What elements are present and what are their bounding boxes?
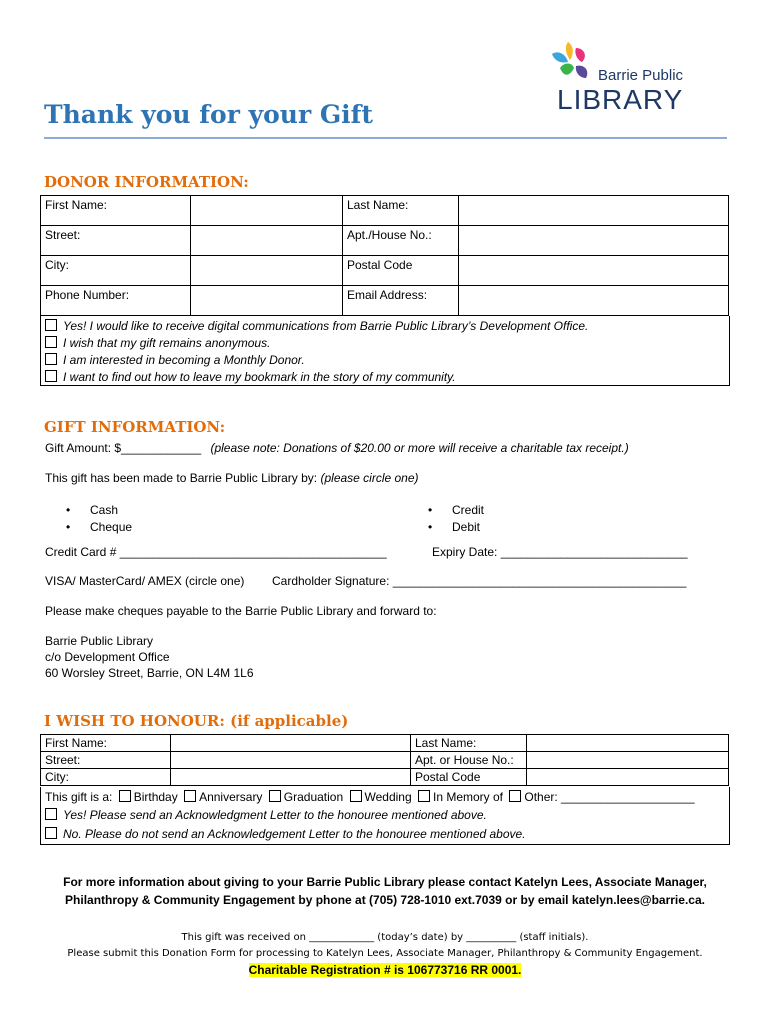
honour-postal-code-field[interactable] [527,769,729,786]
table-row [41,752,729,769]
table-row [41,226,729,256]
address-line-3: 60 Worsley Street, Barrie, ON L4M 1L6 [45,666,254,680]
contact-line-1: For more information about giving to your Barrie Public Library please contact Katelyn Lees, Associate Manager, [63,875,707,889]
checkbox[interactable] [350,790,362,802]
honour-city-field[interactable] [171,769,411,786]
honour-city-label: City: [41,769,171,786]
ack-no-option[interactable]: No. Please do not send an Acknowledgement Letter to the honouree mentioned above. [45,827,526,841]
charitable-registration: Charitable Registration # is 106773716 RR 0001. [248,963,522,977]
title-divider [44,137,727,139]
checkbox[interactable] [184,790,196,802]
apt-field[interactable] [459,226,729,256]
postal-code-label: Postal Code [343,256,459,286]
checkbox[interactable] [45,827,57,839]
gift-amount-note: (please note: Donations of $20.00 or more will receive a charitable tax receipt.) [210,441,629,455]
option-digital-communications[interactable]: Yes! I would like to receive digital communications from Barrie Public Library’s Development Office. [45,319,588,333]
contact-line-2: Philanthropy & Community Engagement by phone at (705) 728-1010 ext.7039 or by email katelyn.lees@barrie.ca. [65,893,705,907]
table-row [41,286,729,316]
table-row [41,735,729,752]
gift-heading: GIFT INFORMATION: [44,418,226,436]
method-credit[interactable]: • Credit [428,503,485,517]
first-name-label: First Name: [41,196,191,226]
honour-last-name-field[interactable] [527,735,729,752]
ack-yes-option[interactable]: Yes! Please send an Acknowledgment Letter to the honouree mentioned above. [45,808,487,822]
option-anonymous[interactable]: I wish that my gift remains anonymous. [45,336,270,350]
last-name-field[interactable] [459,196,729,226]
honour-table [40,734,729,786]
honour-last-name-label: Last Name: [411,735,527,752]
logo-icon [546,38,596,88]
gift-amount-label[interactable]: Gift Amount: $____________ [45,441,202,455]
logo-line2: LIBRARY [557,84,684,115]
checkbox[interactable] [45,336,57,348]
city-label: City: [41,256,191,286]
credit-card-field[interactable]: Credit Card # ________________________________________ [45,545,387,559]
method-cheque[interactable]: • Cheque [66,520,133,534]
library-logo [546,38,706,118]
checkbox[interactable] [509,790,521,802]
checkbox[interactable] [45,353,57,365]
cheques-note: Please make cheques payable to the Barrie Public Library and forward to: [45,604,437,618]
donor-table [40,195,729,316]
honour-first-name-label: First Name: [41,735,171,752]
honour-apt-field[interactable] [527,752,729,769]
occasion-anniversary[interactable]: Anniversary [199,790,263,804]
made-by-line: This gift has been made to Barrie Public Library by: (please circle one) [45,471,419,485]
occasion-wedding[interactable]: Wedding [364,790,412,804]
option-bookmark[interactable]: I want to find out how to leave my bookmark in the story of my community. [45,370,456,384]
honour-street-label: Street: [41,752,171,769]
table-row [41,769,729,786]
phone-field[interactable] [191,286,343,316]
donor-heading: DONOR INFORMATION: [44,173,249,191]
honour-heading: I WISH TO HONOUR: (if applicable) [44,712,349,730]
cardholder-signature-field[interactable]: Cardholder Signature: ____________________________________________ [272,574,687,588]
method-cash[interactable]: • Cash [66,503,119,517]
city-field[interactable] [191,256,343,286]
address-line-1: Barrie Public Library [45,634,154,648]
honour-first-name-field[interactable] [171,735,411,752]
email-field[interactable] [459,286,729,316]
apt-label: Apt./House No.: [343,226,459,256]
table-row [41,256,729,286]
method-debit[interactable]: • Debit [428,520,481,534]
street-label: Street: [41,226,191,256]
option-monthly-donor[interactable]: I am interested in becoming a Monthly Donor. [45,353,305,367]
honour-apt-label: Apt. or House No.: [411,752,527,769]
address-line-2: c/o Development Office [45,650,170,664]
checkbox[interactable] [45,319,57,331]
checkbox[interactable] [119,790,131,802]
phone-label: Phone Number: [41,286,191,316]
last-name-label: Last Name: [343,196,459,226]
checkbox[interactable] [45,808,57,820]
street-field[interactable] [191,226,343,256]
card-types: VISA/ MasterCard/ AMEX (circle one) [45,574,245,588]
occasion-in-memory[interactable]: In Memory of [433,790,504,804]
registration-line [0,963,770,977]
honour-street-field[interactable] [171,752,411,769]
submit-line: Please submit this Donation Form for processing to Katelyn Lees, Associate Manager, Philanthropy & Community Engagement. [67,948,703,959]
checkbox[interactable] [418,790,430,802]
checkbox[interactable] [269,790,281,802]
occasion-other[interactable]: Other: ____________________ [524,790,695,804]
expiry-field[interactable]: Expiry Date: ____________________________ [432,545,688,559]
honour-postal-code-label: Postal Code [411,769,527,786]
occasion-graduation[interactable]: Graduation [283,790,344,804]
occasion-birthday[interactable]: Birthday [133,790,178,804]
checkbox[interactable] [45,370,57,382]
logo-line1: Barrie Public [598,67,684,84]
gift-amount-line [45,441,629,455]
postal-code-field[interactable] [459,256,729,286]
table-row [41,196,729,226]
page-title: Thank you for your Gift [44,100,373,129]
email-label: Email Address: [343,286,459,316]
gift-occasion-row: This gift is a: Birthday Anniversary Graduation Wedding In Memory of Other: ____________________ [45,790,695,804]
first-name-field[interactable] [191,196,343,226]
received-line: This gift was received on _____________ (today’s date) by __________ (staff initials). [181,932,589,943]
